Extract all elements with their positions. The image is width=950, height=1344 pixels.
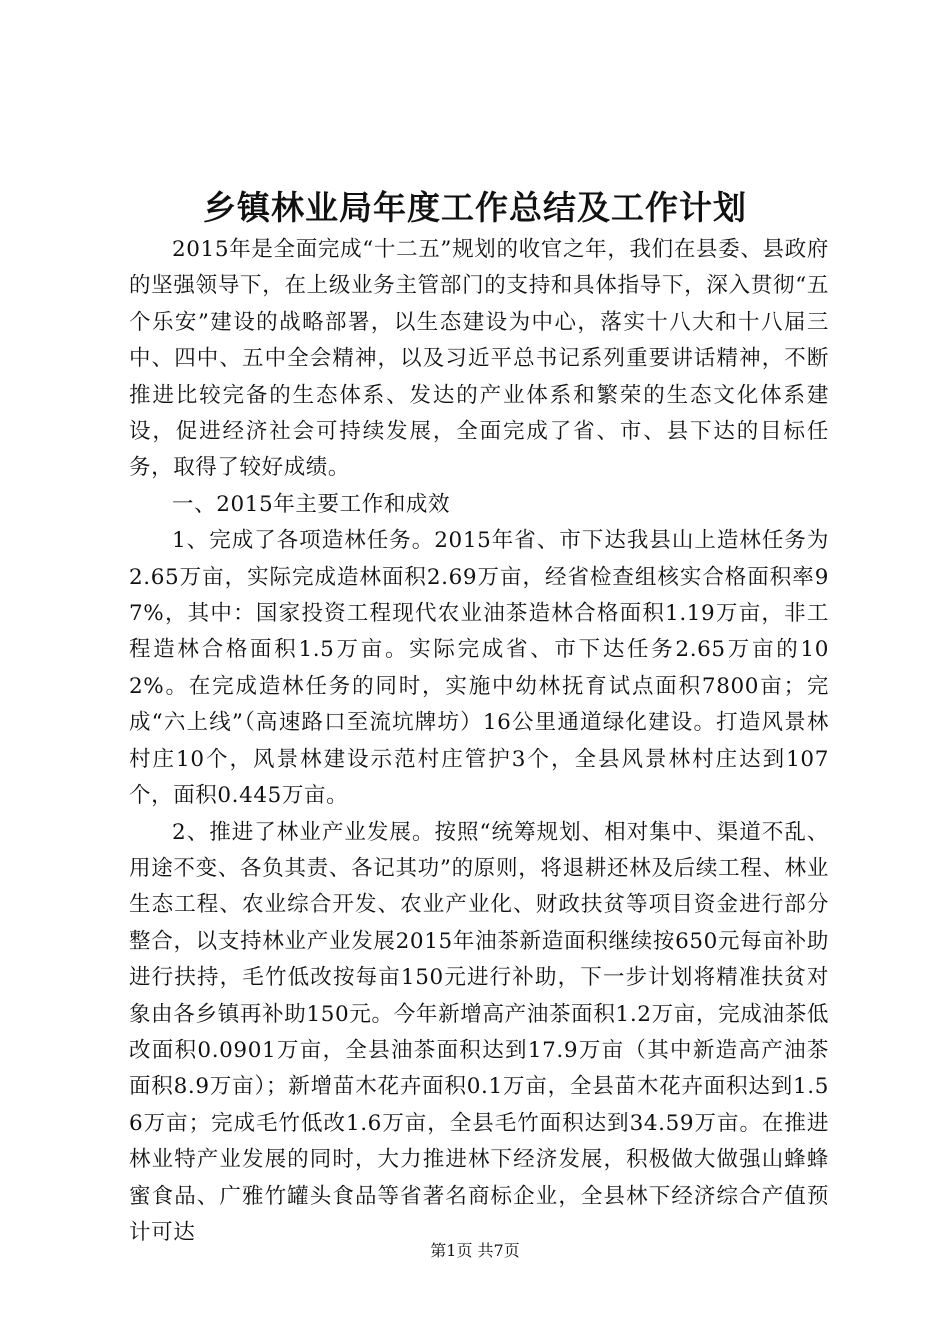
page-number-footer: 第1页 共7页 [430,1241,520,1260]
document-title: 乡镇林业局年度工作总结及工作计划 [203,188,747,227]
industry-paragraph: 2、推进了林业产业发展。按照“统筹规划、相对集中、渠道不乱、用途不变、各负其责、各记其功”的原则，将退耕还林及后续工程、林业生态工程、农业综合开发、农业产业化、财政扶贫等项目资金进行部分整合，以支持林业产业发展2015年油茶新造面积继续按650元每亩补助进行扶持，毛竹低改按每亩150元进行补助，下一步计划将精准扶贫对象由各乡镇再补助150元。今年新增高产油茶面积1.2万亩，完成油茶低改面积0.0901万亩，全县油茶面积达到17.9万亩（其中新造高产油茶面积8.9万亩）；新增苗木花卉面积0.1万亩，全县苗木花卉面积达到1.56万亩；完成毛竹低改1.6万亩，全县毛竹面积达到34.59万亩。在推进林业特产业发展的同时，大力推进林下经济发展，积极做大做强山蜂蜂蜜食品、广雅竹罐头食品等省著名商标企业，全县林下经济综合产值预计可达 [129,819,829,1245]
document-body [129,232,829,1251]
afforestation-paragraph: 1、完成了各项造林任务。2015年省、市下达我县山上造林任务为2.65万亩，实际完成造林面积2.69万亩，经省检查组核实合格面积率97%，其中：国家投资工程现代农业油茶造林合格面积1.19万亩，非工程造林合格面积1.5万亩。实际完成省、市下达任务2.65万亩的102%。在完成造林任务的同时，实施中幼林抚育试点面积7800亩；完成“六上线”（高速路口至流坑牌坊）16公里通道绿化建设。打造风景林村庄10个，风景林建设示范村庄管护3个，全县风景林村庄达到107个，面积0.445万亩。 [129,528,829,809]
section-heading: 一、2015年主要工作和成效 [172,491,451,517]
intro-paragraph: 2015年是全面完成“十二五”规划的收官之年，我们在县委、县政府的坚强领导下，在上级业务主管部门的支持和具体指导下，深入贯彻“五个乐安”建设的战略部署，以生态建设为中心，落实十八大和十八届三中、四中、五中全会精神，以及习近平总书记系列重要讲话精神，不断推进比较完备的生态体系、发达的产业体系和繁荣的生态文化体系建设，促进经济社会可持续发展，全面完成了省、市、县下达的目标任务，取得了较好成绩。 [129,237,829,481]
